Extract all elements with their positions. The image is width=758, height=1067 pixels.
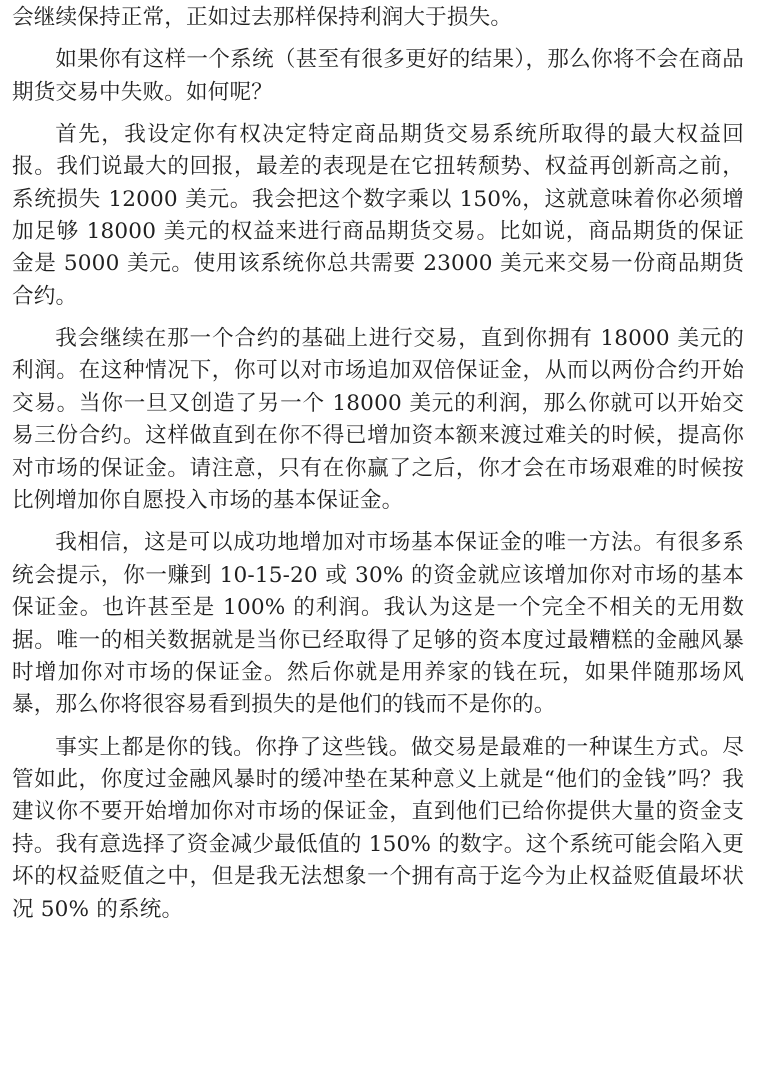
paragraph: 如果你有这样一个系统（甚至有很多更好的结果），那么你将不会在商品期货交易中失败。如何呢？ — [12, 47, 744, 105]
paragraph: 我相信，这是可以成功地增加对市场基本保证金的唯一方法。有很多系统会提示，你一赚到 10-15-20 或 30% 的资金就应该增加你对市场的基本保证金。也许甚至是 100% 的利润。我认为这是一个完全不相关的无用数据。唯一的相关数据就是当你已经取得了足够的资本度过最糟糕的金融风暴时增加你对市场的保证金。然后你就是用养家的钱在玩，如果伴随那场风暴，那么你将很容易看到损失的是他们的钱而不是你的。 — [12, 530, 744, 718]
paragraph: 我会继续在那一个合约的基础上进行交易，直到你拥有 18000 美元的利润。在这种情况下，你可以对市场追加双倍保证金，从而以两份合约开始交易。当你一旦又创造了另一个 18000 美元的利润，那么你就可以开始交易三份合约。这样做直到在你不得已增加资本额来渡过难关的时候，提高你对市场的保证金。请注意，只有在你赢了之后，你才会在市场艰难的时候按比例增加你自愿投入市场的基本保证金。 — [12, 326, 744, 514]
paragraph: 首先，我设定你有权决定特定商品期货交易系统所取得的最大权益回报。我们说最大的回报，最差的表现是在它扭转颓势、权益再创新高之前，系统损失 12000 美元。我会把这个数字乘以 150%，这就意味着你必须增加足够 18000 美元的权益来进行商品期货交易。比如说，商品期货的保证金是 5000 美元。使用该系统你总共需要 23000 美元来交易一份商品期货合约。 — [12, 121, 744, 309]
paragraph: 会继续保持正常，正如过去那样保持利润大于损失。 — [12, 5, 513, 30]
paragraph: 事实上都是你的钱。你挣了这些钱。做交易是最难的一种谋生方式。尽管如此，你度过金融风暴时的缓冲垫在某种意义上就是“他们的金钱”吗？我建议你不要开始增加你对市场的保证金，直到他们已给你提供大量的资金支持。我有意选择了资金减少最低值的 150% 的数字。这个系统可能会陷入更坏的权益贬值之中，但是我无法想象一个拥有高于迄今为止权益贬值最坏状况 50% 的系统。 — [12, 734, 744, 922]
